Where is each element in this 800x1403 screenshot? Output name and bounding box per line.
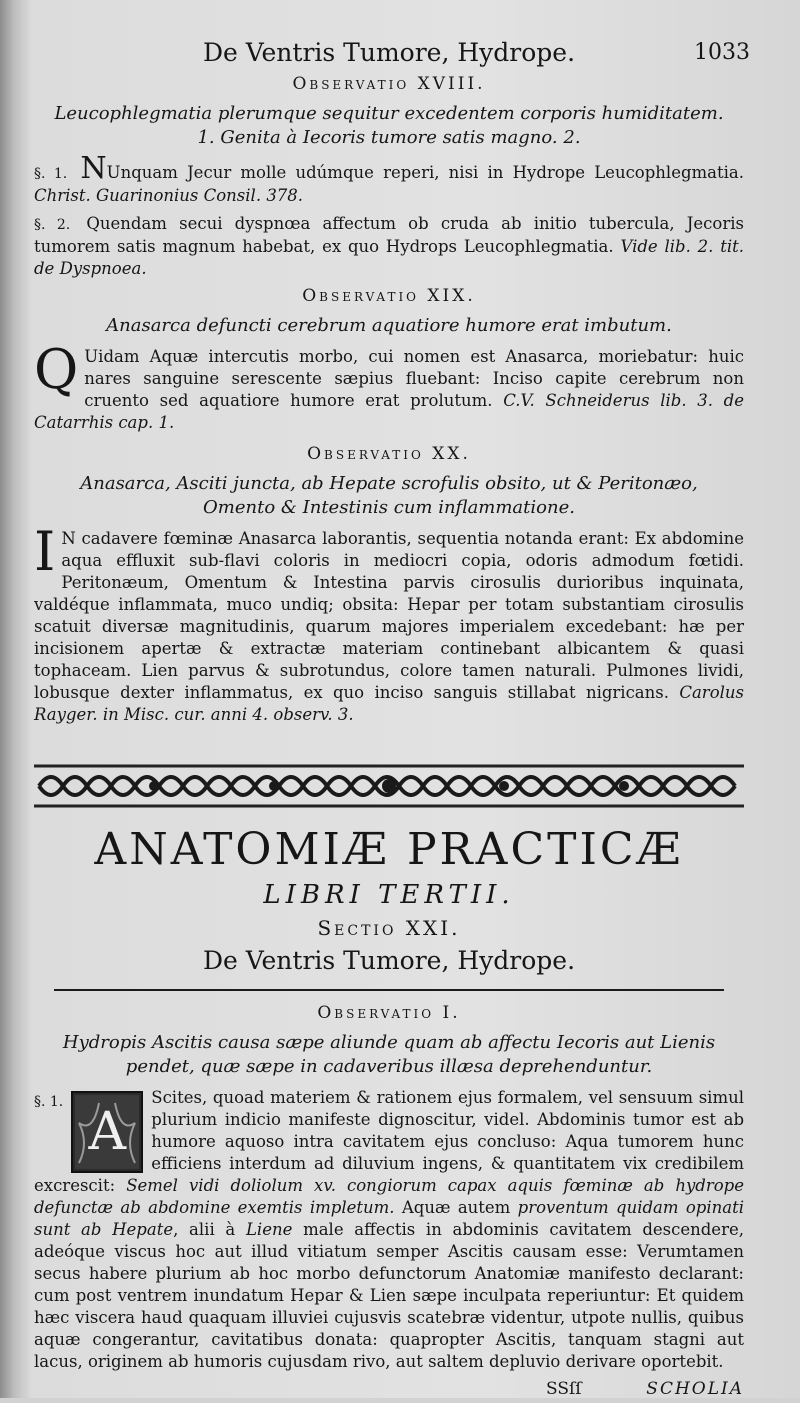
paragraph: [34, 338, 744, 434]
observation-heading: Observatio I.: [317, 1003, 461, 1023]
section-name: De Ventris Tumore, Hydrope.: [202, 946, 576, 975]
paragraph: [34, 1087, 744, 1373]
citation: Vide lib. 2. tit. de Dyspnoea.: [34, 237, 744, 278]
observation-summary: Leucophlegmatia plerumque sequitur excedentem corporis humiditatem. 1. Genita à Iecoris tumore satis magno. 2.: [54, 103, 724, 148]
drop-cap: I: [34, 520, 56, 583]
citation: proventum quidam opinati sunt ab Hepate: [34, 1198, 744, 1239]
page-footer: [34, 1379, 744, 1403]
section-mark: §. 1.: [34, 166, 68, 182]
decorated-initial: [71, 1091, 143, 1173]
divider-rule: [54, 989, 724, 991]
paragraph: [34, 151, 745, 207]
scroll-ornament-icon: [34, 762, 744, 810]
citation: C.V. Schneiderus lib. 3. de Catarrhis cap. 1.: [34, 391, 744, 432]
page-number: 1033: [694, 40, 750, 65]
observation-summary: Anasarca defuncti cerebrum aquatiore humore erat imbutum.: [106, 315, 672, 336]
catchword: SCHOLIA: [646, 1379, 744, 1399]
paragraph-text: Unquam Jecur molle udúmque reperi, nisi in Hydrope Leucophlegmatia.: [106, 163, 745, 182]
observation-summary: Hydropis Ascitis causa sæpe aliunde quam ab affectu Iecoris aut Lienis pendet, quæ sæpe in cadaveribus illæsa deprehenduntur.: [62, 1032, 716, 1077]
sectio-heading: Sectio XXI.: [317, 916, 461, 940]
paragraph-text: N cadavere fœminæ Anasarca laborantis, sequentia notanda erant: Ex abdomine aqua effluxit sub-flavi coloris in mediocri copia, odoris admodum fœtidi. Peritonæum, Omentum & Intestina parvis cirosulis durioribus inquinata, valdéque inflammata, muco undiq; obsita: Hepar per totam substantiam cirosulis scatuit diversæ magnitudinis, quarum majores imperialem excedebant: hæ per incisionem apertæ & extractæ materiam continebant albicantem & quasi tophaceam. Lien parvus & subrotundus, colore tamen naturali. Pulmones lividi, lobusque dexter inflammatus, ex quo inciso sanguis stillabat nigricans.: [34, 529, 744, 702]
drop-cap: Q: [34, 338, 79, 401]
paragraph: [34, 520, 744, 726]
initial-letter: N: [80, 151, 107, 186]
signature-mark: SSſſ: [546, 1379, 582, 1399]
paragraph-text: Uidam Aquæ intercutis morbo, cui nomen est Anasarca, moriebatur: huic nares sanguine serescente sæpius fluebant: Inciso capite cerebrum non cruento sed aquatiore humore erat prolutum.: [84, 347, 744, 410]
observation-heading: Observatio XX.: [307, 444, 471, 464]
citation: Liene: [245, 1220, 293, 1239]
decorated-initial-letter: A: [88, 1102, 127, 1162]
page-header: [34, 36, 750, 70]
paragraph-text: male affectis in abdominis cavitatem descendere, adeóque viscus hoc aut illud vitiatum semper Ascitis causam esse: Verumtamen secus habere plurium ab hoc morbo defunctorum Anatomiæ manifesto declarant: cum post ventrem inundatum Hepar & Lien sæpe inculpata reperiuntur: Et quidem hæc viscera haud quaquam illuviei cujusvis scatebræ videntur, utpote nullis, quibus aquæ congerantur, cavitatibus donata: quapropter Ascitis, tanquam stagni aut lacus, originem ab humoris cujusdam rivo, aut saltem depluvio derivare oportebit.: [34, 1220, 744, 1371]
citation: Christ. Guarinonius Consil. 378.: [34, 186, 304, 205]
book-subtitle: LIBRI TERTII.: [263, 880, 515, 910]
paragraph-text: Scites, quoad materiem & rationem ejus formalem, vel sensuum simul plurium indicio manifeste dignoscitur, videl. Abdominis tumor est ab humore aquoso intra cavitatem ejus concluso: Aqua tumorem hunc efficiens interdum ad diluvium ingens, & quantitatem vix credibilem excrescit:: [34, 1088, 744, 1195]
paragraph-text: , alii à: [173, 1220, 236, 1239]
section-mark: §. 2.: [34, 217, 71, 233]
book-title: ANATOMIÆ PRACTICÆ: [94, 824, 684, 875]
paragraph-text: Quendam secui dyspnœa affectum ob cruda ab initio tubercula, Jecoris tumorem satis magnum habebat, ex quo Hydrops Leucophlegmatia.: [34, 214, 744, 256]
paragraph: [34, 213, 744, 280]
section-mark: §. 1.: [34, 1094, 64, 1110]
paragraph-text: Aquæ autem: [401, 1198, 511, 1217]
observation-heading: Observatio XIX.: [302, 286, 476, 306]
citation: Semel vidi doliolum xv. congiorum capax aquis fœminæ ab hydrope defunctæ ab abdomine exemtis impletum.: [34, 1176, 744, 1217]
citation: Carolus Rayger. in Misc. cur. anni 4. observ. 3.: [34, 683, 744, 724]
ornamental-band: [34, 762, 744, 810]
observation-heading: Observatio XVIII.: [292, 74, 486, 94]
running-title: De Ventris Tumore, Hydrope.: [202, 38, 576, 67]
observation-summary: Anasarca, Asciti juncta, ab Hepate scrofulis obsito, ut & Peritonæo, Omento & Intestinis cum inflammatione.: [80, 473, 698, 518]
